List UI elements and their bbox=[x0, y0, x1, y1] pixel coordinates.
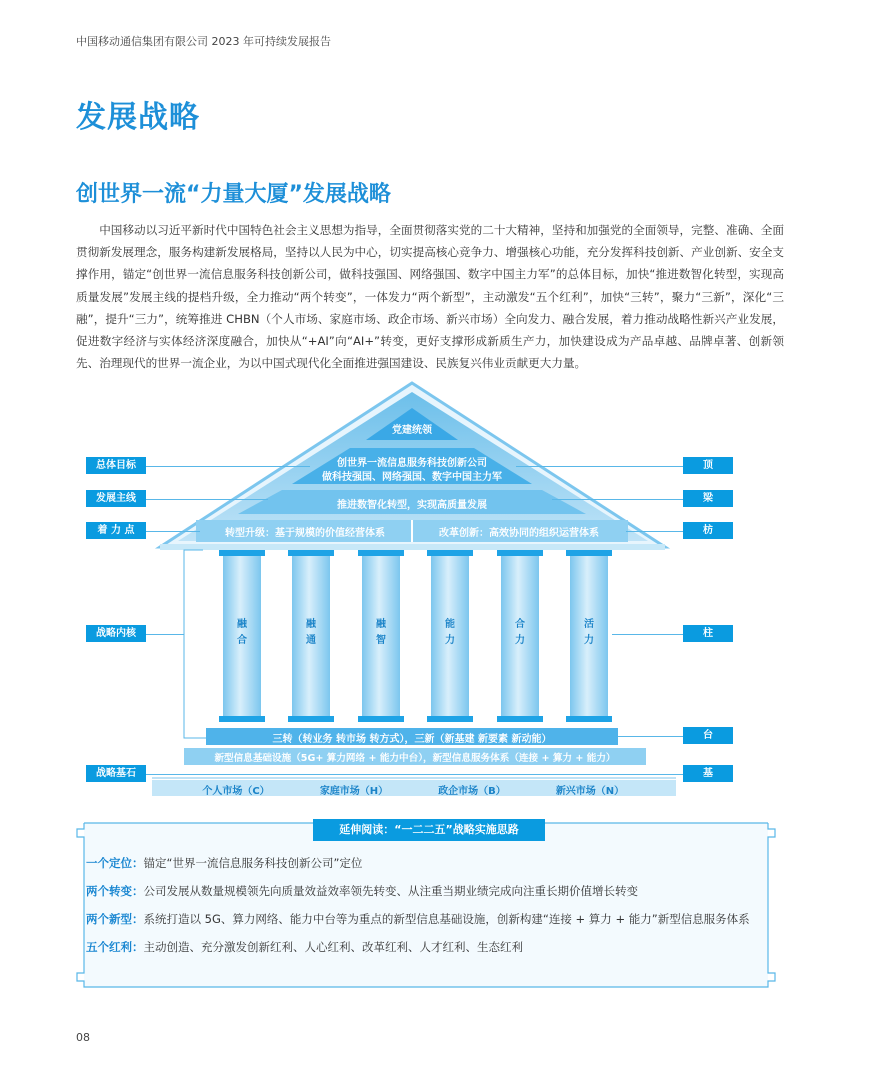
label-base: 基 bbox=[683, 765, 733, 782]
column-text-4: 能 力 bbox=[445, 619, 455, 646]
label-development-main-line: 发展主线 bbox=[86, 490, 146, 507]
body-paragraph: 中国移动以习近平新时代中国特色社会主义思想为指导，全面贯彻落实党的二十大精神，坚持和加强党的全面领导，完整、准确、全面贯彻新发展理念，服务构建新发展格局，坚持以人民为中心，切实提高核心竞争力、增强核心功能，充分发挥科技创新、产业创新、安全支撑作用，锚定“创世界一流信息服务科技创新公司，做科技强国、网络强国、数字中国主力军”的总体目标，加快“推进数智化转型，实现高质量发展”发展主线的提档升级，全力推动“两个转变”，一体发力“两个新型”，主动激发“五个红利”，加快“三转”，聚力“三新”，深化“三融”，提升“三力”，统筹推进 CHBN（个人市场、家庭市场、政企市场、新兴市场）全向发力、融合发展，着力推动战略性新兴产业发展，促进数字经济与实体经济深度融合，加快从“+AI”向“AI+”转变，更好支撑形成新质生产力，加快建设成为产品卓越、品牌卓著、创新领先、治理现代的世界一流企业，为以中国式现代化全面推进强国建设、民族复兴伟业贡献更大力量。 bbox=[76, 223, 784, 371]
goal-line-2: 做科技强国、网络强国、数字中国主力军 bbox=[322, 472, 502, 483]
main-line-text: 推进数智化转型，实现高质量发展 bbox=[337, 500, 487, 511]
label-platform: 台 bbox=[683, 727, 733, 744]
extended-reading-box bbox=[76, 819, 776, 991]
label-strategic-foundation: 战略基石 bbox=[86, 765, 146, 782]
column-text-1: 融 合 bbox=[237, 619, 247, 646]
goal-line-1: 创世界一流信息服务科技创新公司 bbox=[337, 458, 487, 469]
column-text-2: 融 通 bbox=[306, 619, 316, 646]
page-title: 发展战略 bbox=[76, 100, 200, 135]
reading-item-1: 一个定位：锚定“世界一流信息服务科技创新公司”定位 bbox=[86, 856, 363, 870]
column-text-5: 合 力 bbox=[515, 619, 525, 646]
reading-box-frame bbox=[76, 819, 776, 991]
strategy-building-diagram bbox=[0, 380, 869, 810]
columns-group bbox=[219, 550, 612, 722]
reading-item-2: 两个转变：公司发展从数量规模领先向质量效益效率领先转变、从注重当期业绩完成向注重长期价值增长转变 bbox=[86, 884, 638, 898]
peak-text: 党建统领 bbox=[392, 425, 432, 436]
reading-title: 延伸阅读：“一二二五”战略实施思路 bbox=[313, 819, 545, 841]
page-number: 08 bbox=[76, 1031, 90, 1044]
market-n: 新兴市场（N） bbox=[555, 786, 625, 797]
column-text-3: 融 智 bbox=[376, 619, 386, 646]
column-text-6: 活 力 bbox=[584, 619, 594, 646]
label-overall-goal: 总体目标 bbox=[86, 457, 146, 474]
label-strategic-core: 战略内核 bbox=[86, 625, 146, 642]
section-title: 创世界一流“力量大厦”发展战略 bbox=[76, 182, 391, 207]
reading-item-4: 五个红利：主动创造、充分激发创新红利、人心红利、改革红利、人才红利、生态红利 bbox=[86, 940, 523, 954]
infrastructure-text: 新型信息基础设施（5G+ 算力网络 + 能力中台），新型信息服务体系（连接 + 算力 + 能力） bbox=[214, 753, 616, 764]
label-tiebeam: 枋 bbox=[683, 522, 733, 539]
market-b: 政企市场（B） bbox=[438, 786, 506, 797]
building-graphic bbox=[0, 380, 869, 810]
platform-text: 三转（转业务 转市场 转方式），三新（新基建 新要素 新动能） bbox=[272, 734, 552, 745]
market-h: 家庭市场（H） bbox=[319, 786, 389, 797]
market-c: 个人市场（C） bbox=[202, 786, 270, 797]
reading-item-3: 两个新型：系统打造以 5G、算力网络、能力中台等为重点的新型信息基础设施，创新构建“连接 + 算力 + 能力”新型信息服务体系 bbox=[86, 912, 750, 926]
label-beam: 梁 bbox=[683, 490, 733, 507]
beam-right-text: 改革创新：高效协同的组织运营体系 bbox=[439, 528, 599, 539]
running-header: 中国移动通信集团有限公司 2023 年可持续发展报告 bbox=[76, 35, 331, 48]
label-pillar: 柱 bbox=[683, 625, 733, 642]
label-roof: 顶 bbox=[683, 457, 733, 474]
label-focus-point: 着 力 点 bbox=[86, 522, 146, 539]
beam-left-text: 转型升级：基于规模的价值经营体系 bbox=[225, 528, 385, 539]
